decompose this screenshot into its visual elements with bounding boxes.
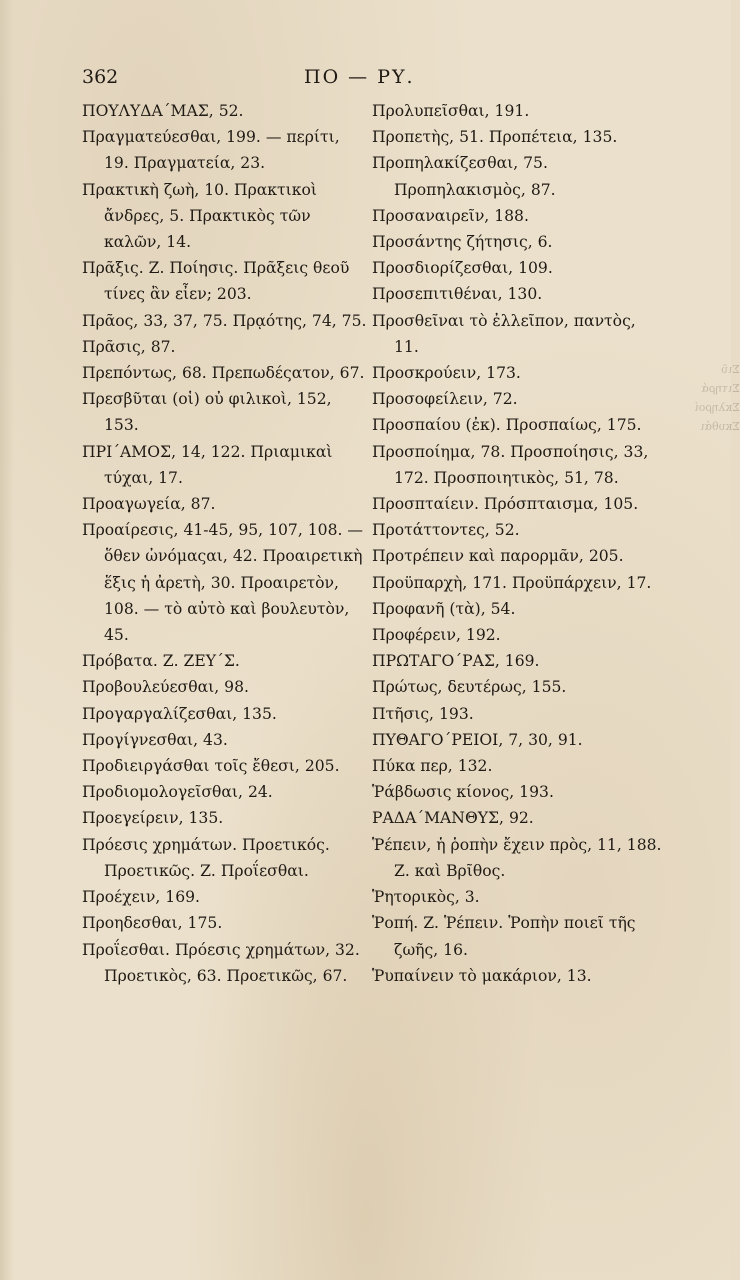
page-number: 362 <box>82 66 119 88</box>
index-entry: Προτάττοντες, 52. <box>372 521 520 540</box>
index-entry: Πρώτως, δευτέρως, 155. <box>372 678 567 697</box>
index-entry: ΠΥΘΑΓΟ΄ΡΕΙΟΙ, 7, 30, 91. <box>372 730 583 749</box>
index-entry: Προέχειν, 169. <box>82 888 200 907</box>
bleed-line: Σκληροί <box>694 401 740 414</box>
running-head: ΠΟ — ΡΥ. <box>304 66 415 88</box>
index-entry: Πρεσβῦται (οἱ) οὐ φιλικοὶ, 152, 153. <box>82 390 332 435</box>
index-entry: Προσποίημα, 78. Προσποίησις, 33, 172. Προσποιητικὸς, 51, 78. <box>372 442 649 487</box>
bleed-line: Σιτηρά <box>701 382 740 395</box>
index-entry: Ῥυπαίνειν τὸ μακάριον, 13. <box>372 966 592 985</box>
index-entry: Προπηλακίζεσθαι, 75. Προπηλακισμὸς, 87. <box>372 154 556 199</box>
index-entry: Προεγείρειν, 135. <box>82 809 224 828</box>
index-entry: Πρᾶος, 33, 37, 75. Πρᾳότης, 74, 75. <box>82 311 367 330</box>
left-column <box>82 98 367 989</box>
index-entry: Ῥητορικὸς, 3. <box>372 888 480 907</box>
index-entry: Προσπαίου (ἐκ). Προσπαίως, 175. <box>372 416 642 435</box>
index-entry: Προαίρεσις, 41-45, 95, 107, 108. — ὅθεν ὠνόμαςαι, 42. Προαιρετικὴ ἕξις ἡ ἀρετὴ, 30. Προαιρετὸν, 108. — τὸ αὐτὸ καὶ βουλευτὸν, 45. <box>82 521 364 645</box>
index-entry: Πρακτικὴ ζωὴ, 10. Πρακτικοὶ ἄνδρες, 5. Πρακτικὸς τῶν καλῶν, 14. <box>82 180 318 252</box>
index-entry: Προπετὴς, 51. Προπέτεια, 135. <box>372 128 618 147</box>
index-entry: Προδιομολογεῖσθαι, 24. <box>82 783 273 802</box>
index-entry: Ῥοπή. Ζ. Ῥέπειν. Ῥοπὴν ποιεῖ τῆς ζωῆς, 16. <box>372 914 636 959</box>
page-gutter-shadow <box>0 0 14 1280</box>
index-entry: Πρόεσις χρημάτων. Προετικός. Προετικῶς. Ζ. Προΐεσθαι. <box>82 835 330 880</box>
index-entry: Πρᾶσις, 87. <box>82 337 176 356</box>
index-entry: Προσδιορίζεσθαι, 109. <box>372 259 553 278</box>
index-entry: ΠΡΙ΄ΑΜΟΣ, 14, 122. Πριαμικαὶ τύχαι, 17. <box>82 442 333 487</box>
index-entry: Προγίγνεσθαι, 43. <box>82 730 228 749</box>
index-entry: Προφέρειν, 192. <box>372 626 501 645</box>
bleed-through-text <box>680 360 740 450</box>
index-entry: Ῥέπειν, ἡ ῥοπὴν ἔχειν πρὸς, 11, 188. Ζ. καὶ Βρῖθος. <box>372 835 662 880</box>
index-entry: Πύκα περ, 132. <box>372 757 493 776</box>
index-entry: Προσοφείλειν, 72. <box>372 390 518 409</box>
right-column <box>372 98 662 989</box>
index-entry: ΠΟΥΛΥΔΑ΄ΜΑΣ, 52. <box>82 102 244 120</box>
index-entry: Προηδεσθαι, 175. <box>82 914 223 933</box>
index-entry: Προγαργαλίζεσθαι, 135. <box>82 704 277 723</box>
index-entry: Προβουλεύεσθαι, 98. <box>82 678 249 697</box>
index-entry: Πτῆσις, 193. <box>372 704 474 723</box>
index-entry: Ῥάβδωσις κίονος, 193. <box>372 783 554 802</box>
index-entry: Προσαναιρεῖν, 188. <box>372 206 529 225</box>
index-entry: Προσθεῖναι τὸ ἐλλεῖπον, παντὸς, 11. <box>372 311 636 356</box>
index-entry: ΠΡΩΤΑΓΟ΄ΡΑΣ, 169. <box>372 652 540 671</box>
index-entry: Προΐεσθαι. Πρόεσις χρημάτων, 32. Προετικὸς, 63. Προετικῶς, 67. <box>82 940 360 985</box>
index-entry: Προλυπεῖσθαι, 191. <box>372 102 530 120</box>
index-entry: Προφανῆ (τὰ), 54. <box>372 599 516 618</box>
index-entry: Πρόβατα. Ζ. ΖΕΥ΄Σ. <box>82 652 240 671</box>
index-entry: Πραγματεύεσθαι, 199. — περίτι, 19. Πραγματεία, 23. <box>82 128 340 173</box>
bleed-line: Σιῦ <box>721 363 740 376</box>
index-entry: Προσπταίειν. Πρόσπταισμα, 105. <box>372 495 639 514</box>
index-entry: Προσκρούειν, 173. <box>372 364 521 383</box>
index-entry: Προϋπαρχὴ, 171. Προϋπάρχειν, 17. <box>372 573 652 592</box>
index-entry: Προαγωγεία, 87. <box>82 495 216 514</box>
index-entry: ΡΑΔΑ΄ΜΑΝΘΥΣ, 92. <box>372 809 534 828</box>
index-entry: Προσεπιτιθέναι, 130. <box>372 285 543 304</box>
index-entry: Προσάντης ζήτησις, 6. <box>372 233 553 252</box>
index-entry: Προδιειργάσθαι τοῖς ἔθεσι, 205. <box>82 757 340 776</box>
index-entry: Προτρέπειν καὶ παρορμᾶν, 205. <box>372 547 624 566</box>
index-entry: Πρᾶξις. Ζ. Ποίησις. Πρᾶξεις θεοῦ τίνες ἂν εἶεν; 203. <box>82 259 350 304</box>
bleed-line: Σκυθάι <box>700 420 740 433</box>
index-entry: Πρεπόντως, 68. Πρεπωδέςατον, 67. <box>82 364 365 383</box>
page-header <box>82 66 662 94</box>
